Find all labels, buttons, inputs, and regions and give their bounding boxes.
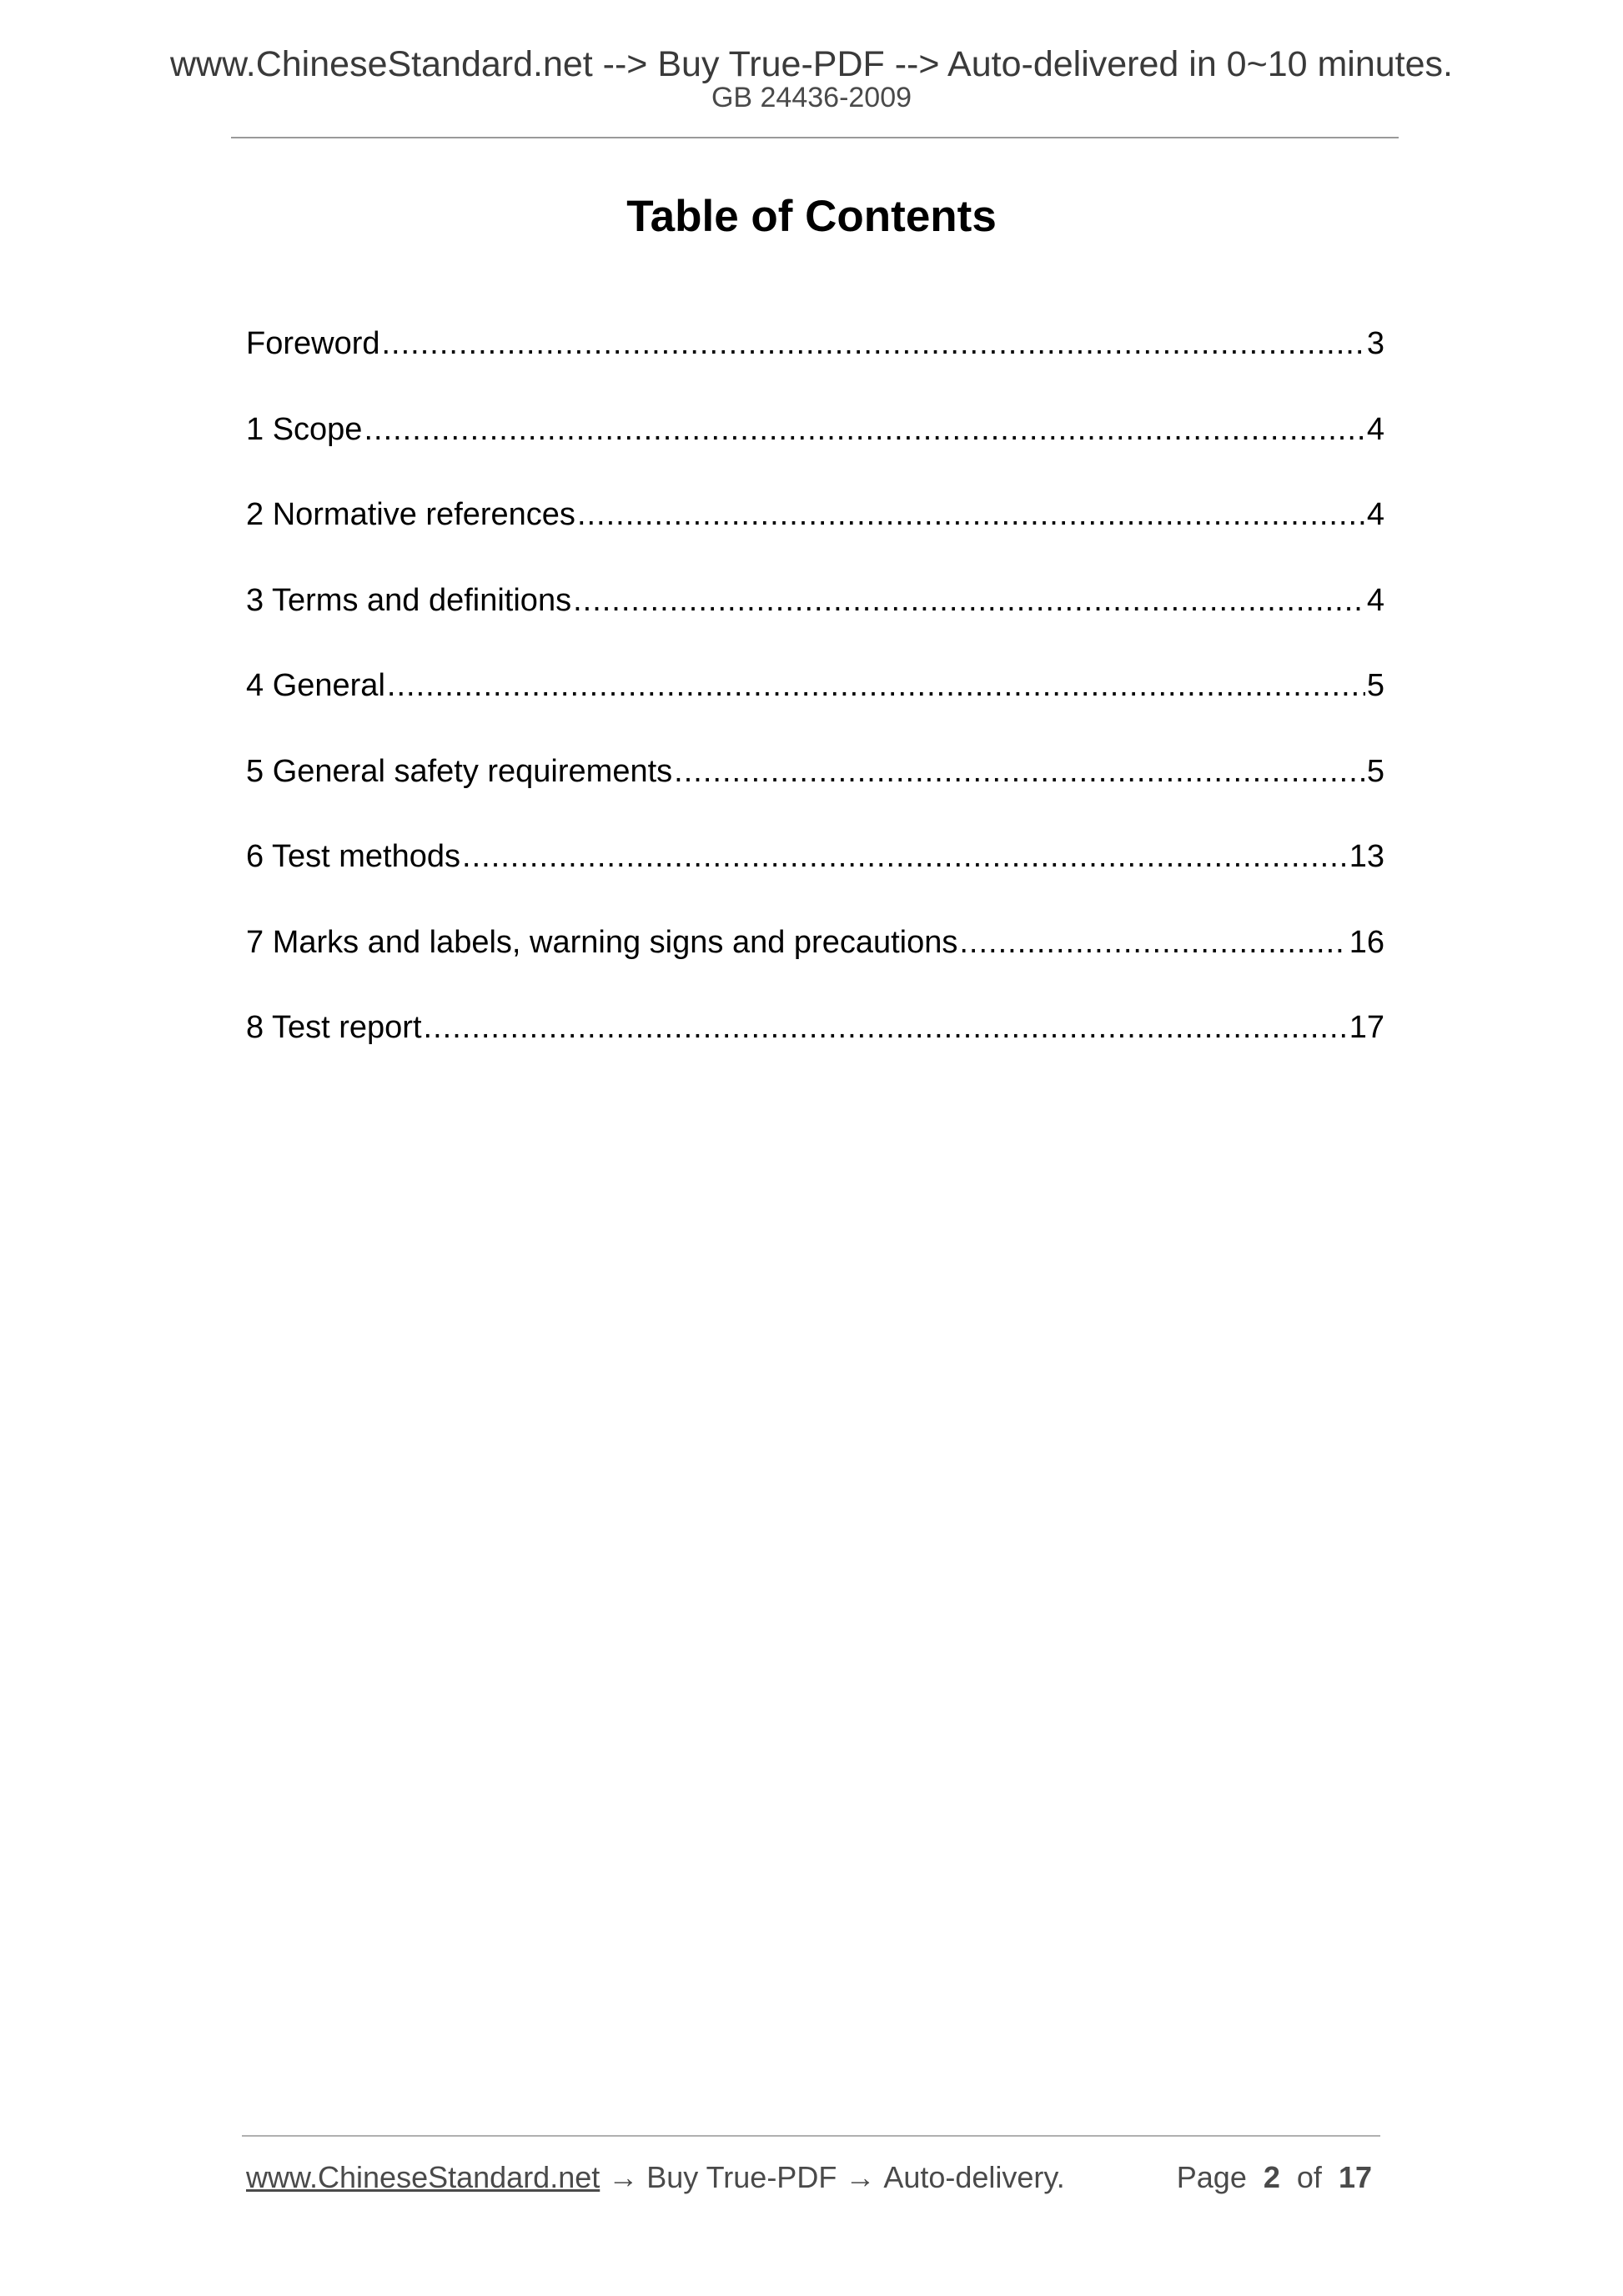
- toc-entry-label: 3 Terms and definitions: [246, 582, 572, 618]
- toc-entry-label: 1 Scope: [246, 411, 363, 447]
- auto-delivery-text: Auto-delivery.: [883, 2160, 1065, 2194]
- toc-entry-test-methods[interactable]: [246, 837, 1384, 877]
- toc-entry-page: 5: [1366, 668, 1384, 703]
- header-banner: www.ChineseStandard.net --> Buy True-PDF --> Auto-delivered in 0~10 minutes.: [169, 44, 1453, 84]
- toc-entry-general-safety-requirements[interactable]: [246, 751, 1384, 791]
- toc-entry-page: 17: [1349, 1010, 1384, 1045]
- right-arrow-icon: →: [608, 2160, 639, 2194]
- toc-dot-leader: [382, 324, 1365, 364]
- toc-dot-leader: [364, 409, 1364, 450]
- toc-entry-label: 2 Normative references: [246, 497, 575, 532]
- toc-entry-page: 4: [1366, 582, 1384, 618]
- toc-entry-general[interactable]: [246, 666, 1384, 706]
- total-page-count: 17: [1338, 2160, 1372, 2194]
- page-indicator: [1177, 2156, 1372, 2199]
- toc-dot-leader: [387, 666, 1365, 706]
- toc-entry-scope[interactable]: [246, 409, 1384, 450]
- toc-entry-foreword[interactable]: [246, 324, 1384, 364]
- toc-entry-test-report[interactable]: [246, 1007, 1384, 1048]
- site-link[interactable]: www.ChineseStandard.net: [246, 2160, 600, 2194]
- header-divider: [231, 137, 1399, 138]
- document-code: GB 24436-2009: [711, 82, 912, 113]
- toc-dot-leader: [674, 751, 1365, 791]
- buy-true-pdf-text: Buy True-PDF: [646, 2160, 837, 2194]
- toc-entry-label: 6 Test methods: [246, 839, 461, 874]
- toc-entry-label: 8 Test report: [246, 1010, 422, 1045]
- current-page-number: 2: [1263, 2160, 1280, 2194]
- footer-divider: [242, 2135, 1380, 2137]
- toc-entry-label: Foreword: [246, 326, 380, 361]
- toc-entry-page: 16: [1349, 924, 1384, 960]
- page-footer: [246, 2156, 1372, 2199]
- toc-dot-leader: [577, 495, 1365, 535]
- toc-entry-page: 5: [1366, 753, 1384, 789]
- toc-entry-page: 13: [1349, 839, 1384, 874]
- toc-dot-leader: [462, 837, 1348, 877]
- toc-entry-terms-and-definitions[interactable]: [246, 580, 1384, 620]
- toc-dot-leader: [424, 1007, 1348, 1048]
- right-arrow-icon: →: [845, 2160, 876, 2194]
- toc-dot-leader: [573, 580, 1365, 620]
- toc-entry-label: 4 General: [246, 668, 385, 703]
- toc-entry-label: 7 Marks and labels, warning signs and precautions: [246, 924, 958, 960]
- toc-entry-marks-and-labels[interactable]: [246, 922, 1384, 962]
- toc-dot-leader: [959, 922, 1347, 962]
- toc-list: [246, 324, 1384, 1093]
- toc-entry-page: 4: [1366, 411, 1384, 447]
- toc-entry-page: 4: [1366, 497, 1384, 532]
- toc-entry-normative-references[interactable]: [246, 495, 1384, 535]
- toc-entry-page: 3: [1366, 326, 1384, 361]
- toc-title: Table of Contents: [626, 192, 997, 241]
- page-word: Page: [1176, 2160, 1247, 2194]
- footer-promo: [246, 2156, 1065, 2199]
- of-word: of: [1296, 2160, 1322, 2194]
- toc-entry-label: 5 General safety requirements: [246, 753, 673, 789]
